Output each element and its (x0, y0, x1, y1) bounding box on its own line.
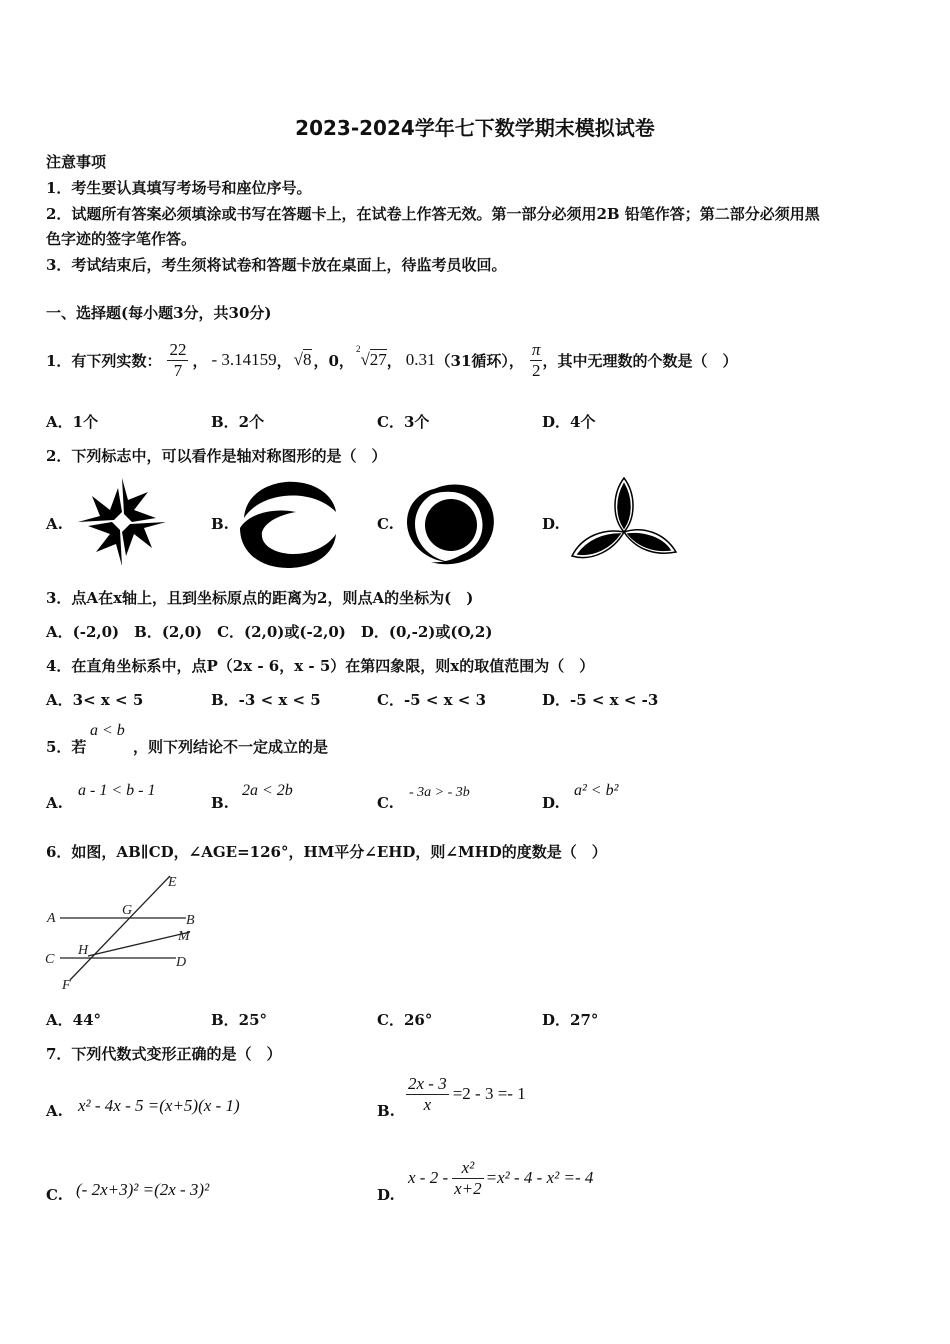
q5-label-a: A. (46, 794, 63, 812)
q2-label-a: A. (46, 515, 63, 533)
q1-repeating-decimal: 0.31 (405, 350, 436, 369)
q5-expr-a: a - 1 < b - 1 (78, 782, 156, 799)
question-4-stem: 4．在直角坐标系中，点P（2x - 6，x - 5）在第四象限，则x的取值范围为（ ） (46, 657, 595, 675)
q1-option-d: D．4个 (542, 413, 596, 431)
q1-prefix: 1．有下列实数： (46, 351, 162, 370)
logo-a-stars (74, 474, 170, 570)
q6-option-c: C．26° (377, 1011, 433, 1029)
q2-label-d: D. (542, 515, 560, 533)
section-heading: 一、选择题(每小题3分，共30分) (46, 304, 272, 322)
q4-option-d: D．-5 < x < -3 (542, 691, 659, 709)
note-1: 1．考生要认真填写考场号和座位序号。 (46, 179, 312, 197)
q1-neg-number: - 3.14159 (211, 350, 277, 369)
q5-suffix: ，则下列结论不一定成立的是 (133, 738, 329, 756)
q5-expr-b: 2a < 2b (242, 782, 293, 799)
q1-sqrt8: √8 (293, 350, 312, 369)
q5-label-c: C. (377, 794, 394, 812)
q5-label-b: B. (211, 794, 229, 812)
q2-label-c: C. (377, 515, 394, 533)
q6-option-b: B．25° (211, 1011, 268, 1029)
q1-zero: ，0， (313, 351, 354, 370)
q7-b-fraction: $\frac{2x - 3}{x}$ (408, 1074, 447, 1114)
q7-label-d: D. (377, 1186, 395, 1204)
q3-options: A．(-2,0) B．(2,0) C．(2,0)或(-2,0) D．(0,-2)或(O,2) (46, 623, 493, 641)
q1-fraction-22-7: $\frac{22}{7}$ (169, 339, 187, 380)
q6-label-c: C (45, 952, 55, 967)
q7-d-fraction: $\frac{\text{x²}}{x+2}$ (454, 1158, 482, 1198)
q5-condition: a < b (90, 722, 125, 739)
q6-label-d: D (176, 955, 187, 970)
q1-repeat-note: （31循环）， (435, 351, 524, 370)
q7-expr-a: x² - 4x - 5 =(x+5)(x - 1) (78, 1096, 240, 1115)
q7-expr-d: x - 2 - $\frac{\text{x²}}{x+2}$ =x² - 4 - x² =- 4 (408, 1158, 594, 1198)
q6-label-f: F (62, 978, 71, 993)
q6-label-e: E (168, 875, 177, 890)
q1-fraction-pi-2: $\frac{\pi}{2}$ (531, 339, 541, 380)
q1-option-a: A．1个 (46, 413, 99, 431)
q1-option-c: C．3个 (377, 413, 430, 431)
q2-label-b: B. (211, 515, 229, 533)
q6-label-g: G (122, 903, 133, 918)
q6-label-h: H (78, 943, 89, 958)
q7-label-c: C. (46, 1186, 63, 1204)
q4-option-b: B．-3 < x < 5 (211, 691, 321, 709)
q1-suffix: ，其中无理数的个数是（ ） (542, 351, 738, 370)
q6-label-b: B (186, 913, 195, 928)
q7-expr-b: $\frac{2x - 3}{x}$ =2 - 3 =- 1 (408, 1074, 526, 1114)
question-3-stem: 3．点A在x轴上，且到坐标原点的距离为2，则点A的坐标为( ) (46, 589, 474, 607)
q4-option-c: C．-5 < x < 3 (377, 691, 487, 709)
page-title: 2023-2024学年七下数学期末模拟试卷 (295, 116, 655, 140)
question-6-stem: 6．如图，AB∥CD，∠AGE=126°，HM平分∠EHD，则∠MHD的度数是（ ） (46, 843, 607, 861)
q4-option-a: A．3< x < 5 (46, 691, 144, 709)
q5-expr-c: - 3a > - 3b (409, 785, 470, 800)
q5-expr-d: a² < b² (574, 782, 619, 799)
question-7-stem: 7．下列代数式变形正确的是（ ） (46, 1045, 282, 1063)
logo-c-swirl (403, 478, 499, 570)
q6-geometry-figure (40, 868, 210, 996)
notes-heading: 注意事项 (46, 153, 107, 171)
note-3: 3．考试结束后，考生须将试卷和答题卡放在桌面上，待监考员收回。 (46, 256, 507, 274)
q7-label-a: A. (46, 1102, 63, 1120)
q5-prefix: 5．若 (46, 738, 87, 756)
question-2-stem: 2．下列标志中，可以看作是轴对称图形的是（ ） (46, 447, 387, 465)
q6-option-a: A．44° (46, 1011, 102, 1029)
q1-cbrt27: $^2$√27 (355, 344, 387, 369)
logo-b-crescents (236, 478, 340, 570)
q1-option-b: B．2个 (211, 413, 265, 431)
q6-label-a: A (47, 911, 56, 926)
q7-label-b: B. (377, 1102, 395, 1120)
q7-expr-c: (- 2x+3)² =(2x - 3)² (76, 1180, 210, 1199)
note-2: 2．试题所有答案必须填涂或书写在答题卡上，在试卷上作答无效。第一部分必须用2B 铅笔作答；第二部分必须用黑 (46, 205, 820, 223)
note-2-cont: 色字迹的签字笔作答。 (46, 230, 197, 248)
logo-d-petals (570, 474, 680, 570)
question-1-stem: 1．有下列实数： $\frac{22}{7}$ ， - 3.14159 ， √8 ，0， $^2$√27 ， 0.31 （31循环）， $\frac{\pi}{2}$ ，其中无理数的个数是（ ） (46, 339, 738, 380)
q6-label-m: M (178, 929, 190, 944)
q5-label-d: D. (542, 794, 560, 812)
q6-option-d: D．27° (542, 1011, 599, 1029)
